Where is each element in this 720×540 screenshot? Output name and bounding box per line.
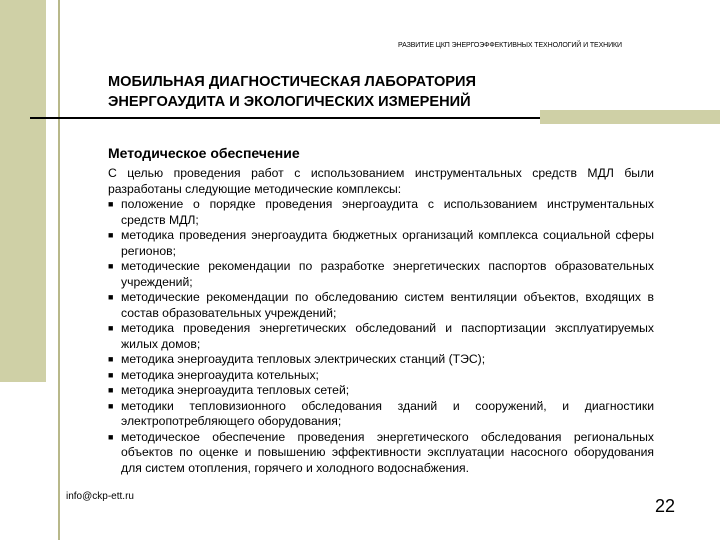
list-item bbox=[108, 197, 654, 228]
bullet-icon: ■ bbox=[108, 400, 114, 411]
section-content bbox=[108, 166, 654, 476]
bullet-icon: ■ bbox=[108, 323, 114, 333]
bullet-icon: ■ bbox=[108, 431, 114, 442]
list-item bbox=[108, 321, 654, 352]
bullet-icon: ■ bbox=[108, 230, 114, 240]
list-item-text: методические рекомендации по обследованию систем вентиляции объектов, входящих в состав образовательных учреждений; bbox=[121, 290, 654, 320]
footer-email: info@ckp-ett.ru bbox=[66, 491, 134, 502]
title-line-1: МОБИЛЬНАЯ ДИАГНОСТИЧЕСКАЯ ЛАБОРАТОРИЯ bbox=[108, 74, 477, 90]
list-item bbox=[108, 228, 654, 259]
intro-paragraph: С целью проведения работ с использованием инструментальных средств МДЛ были разработаны следующие методические комплексы: bbox=[108, 166, 654, 196]
bullet-icon: ■ bbox=[108, 292, 114, 302]
bullet-icon: ■ bbox=[108, 385, 114, 395]
bullet-icon: ■ bbox=[108, 199, 114, 209]
vertical-rule bbox=[58, 0, 60, 540]
list-item bbox=[108, 430, 654, 477]
title-line-2: ЭНЕРГОАУДИТА И ЭКОЛОГИЧЕСКИХ ИЗМЕРЕНИЙ bbox=[108, 94, 471, 110]
list-item bbox=[108, 368, 654, 384]
left-decor-bar bbox=[0, 0, 46, 382]
right-decor-block bbox=[540, 110, 720, 124]
bullet-icon: ■ bbox=[108, 354, 114, 364]
list-item bbox=[108, 399, 654, 430]
list-item-text: методика энергоаудита тепловых сетей; bbox=[121, 383, 350, 397]
list-item-text: методика энергоаудита котельных; bbox=[121, 367, 319, 382]
list-item-text: методическое обеспечение проведения энергетического обследования региональных объектов по оценке и повышению эффективности эксплуатации насосного оборудования для систем отопления, горячего и холодного водоснабжения. bbox=[121, 429, 654, 475]
section-heading: Методическое обеспечение bbox=[108, 145, 300, 161]
list-item-text: методические рекомендации по разработке энергетических паспортов образовательных учреждений; bbox=[121, 259, 654, 289]
bullet-icon: ■ bbox=[108, 261, 114, 271]
list-item bbox=[108, 290, 654, 321]
bullet-icon: ■ bbox=[108, 369, 114, 380]
list-item bbox=[108, 352, 654, 368]
list-item-text: положение о порядке проведения энергоаудита с использованием инструментальных средств МДЛ; bbox=[121, 197, 654, 227]
list-item-text: методика проведения энергоаудита бюджетных организаций комплекса социальной сферы регионов; bbox=[121, 228, 654, 258]
page-number: 22 bbox=[655, 496, 676, 516]
list-item bbox=[108, 383, 654, 399]
methods-list bbox=[108, 197, 654, 476]
list-item bbox=[108, 259, 654, 290]
slide-title bbox=[108, 72, 668, 112]
list-item-text: методики тепловизионного обследования зданий и сооружений, и диагностики электропотребляющего оборудования; bbox=[121, 398, 654, 428]
header-caption: РАЗВИТИЕ ЦКП ЭНЕРГОЭФФЕКТИВНЫХ ТЕХНОЛОГИЙ И ТЕХНИКИ bbox=[398, 42, 622, 49]
list-item-text: методика проведения энергетических обследований и паспортизации эксплуатируемых жилых домов; bbox=[121, 321, 654, 351]
list-item-text: методика энергоаудита тепловых электрических станций (ТЭС); bbox=[121, 352, 486, 366]
